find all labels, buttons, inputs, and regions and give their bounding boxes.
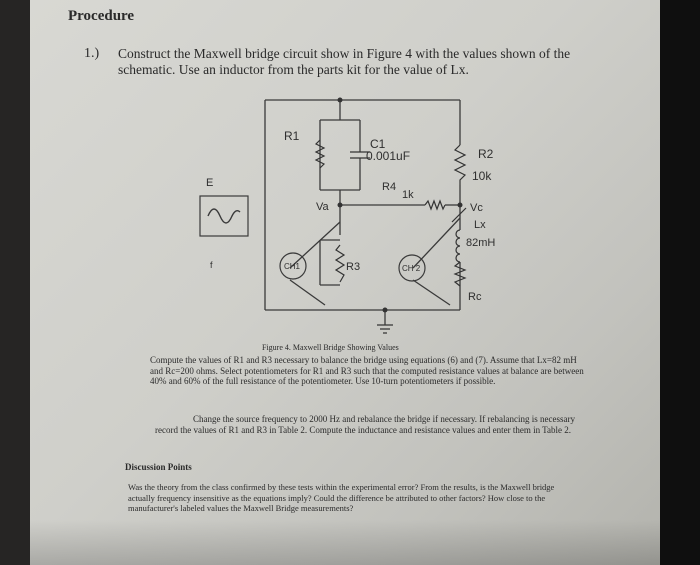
r2-label: R2: [478, 147, 494, 161]
ch2-label: CH 2: [402, 264, 421, 273]
vc-label: Vc: [470, 202, 483, 214]
source-ground-mark: f: [210, 260, 213, 270]
discussion-title: Discussion Points: [125, 462, 192, 472]
c1-value: 0.001uF: [366, 149, 411, 163]
r1-label: R1: [284, 129, 300, 143]
source-label: E: [206, 177, 214, 189]
step-instruction: Construct the Maxwell bridge circuit show in Figure 4 with the values shown of the schematic. Use an inductor from the parts kit for the value of Lx.: [118, 46, 571, 77]
rc-label: Rc: [468, 291, 482, 303]
figure-caption: Figure 4. Maxwell Bridge Showing Values: [262, 343, 399, 352]
ch1-label: CH1: [284, 262, 301, 271]
r4-value: 1k: [402, 189, 414, 201]
procedure-heading: Procedure: [68, 8, 135, 24]
discussion-body: Was the theory from the class confirmed by these tests within the experimental error? From the results, is the Maxwell bridge actually frequency insensitive as the equations imply? Could the difference be attributed to other factors? How close to the manufacturer's labeled values the Maxwell Bridge measurements?: [128, 482, 555, 513]
sine-wave-icon: [208, 209, 240, 223]
lx-label: Lx: [474, 219, 486, 231]
paragraph-compute: Compute the values of R1 and R3 necessary to balance the bridge using equations (6) and (7). Assume that Lx=82 mH and Rc=200 ohms. Select potentiometers for R1 and R3 such that the computed resistance values at balance are between 40% and 60% of the full resistance of the potentiometer. Use 10-turn potentiometers if possible.: [150, 355, 584, 386]
va-label: Va: [316, 201, 329, 213]
r2-value: 10k: [472, 169, 492, 183]
page-shadow: [30, 520, 660, 565]
paragraph-frequency: Change the source frequency to 2000 Hz and rebalance the bridge if necessary. If rebalancing is necessary record the values of R1 and R3 in Table 2. Compute the inductance and resistance values and enter them in Table 2.: [155, 414, 575, 435]
r4-label: R4: [382, 181, 397, 193]
source-box: [200, 196, 248, 236]
c1-label: C1: [370, 137, 386, 151]
step-number: 1.): [84, 46, 100, 61]
r3-label: R3: [346, 261, 361, 273]
lx-value: 82mH: [466, 237, 496, 249]
